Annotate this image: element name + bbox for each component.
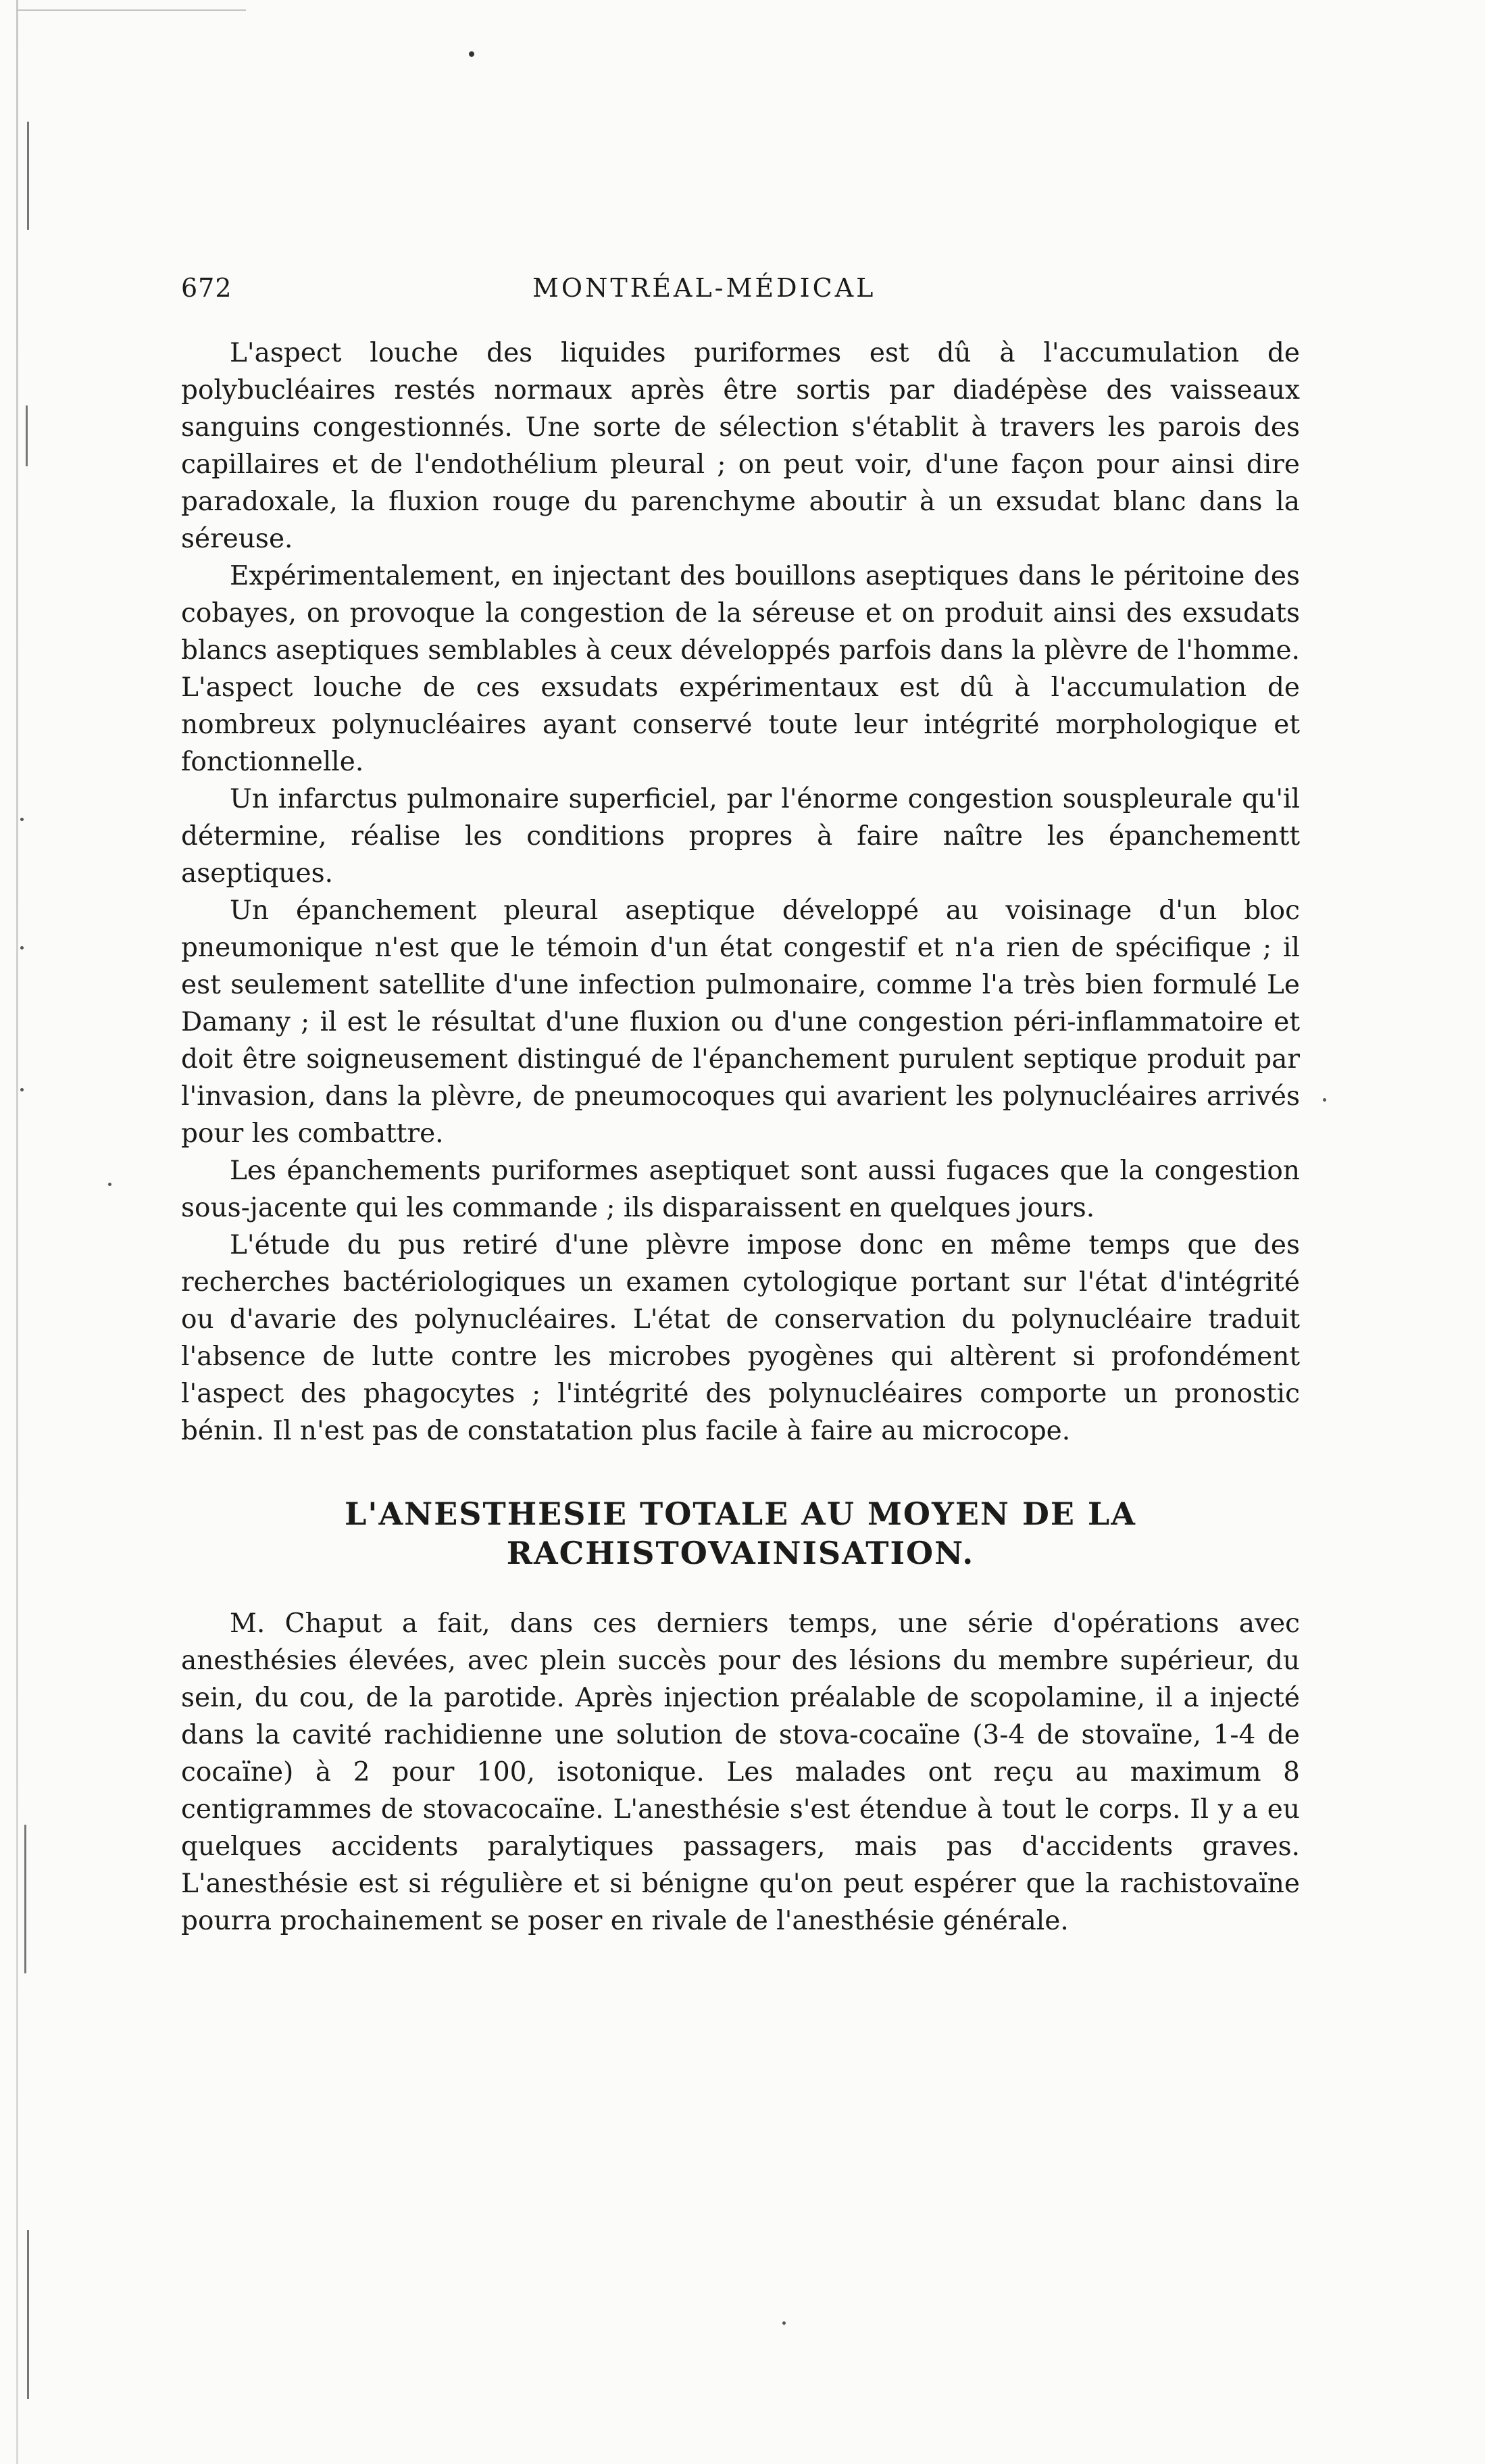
paragraph: Un épanchement pleural aseptique développé au voisinage d'un bloc pneumonique n'est que le témoin d'un état congestif et n'a rien de spécifique ; il est seulement satellite d'une infection pulmonaire, comme l'a très bien formulé Le Damany ; il est le résultat d'une fluxion ou d'une congestion péri-inflammatoire et doit être soigneusement distingué de l'épanchement purulent septique produit par l'invasion, dans la plèvre, de pneumocoques qui avarient les polynucléaires arrivés pour les combattre. bbox=[181, 895, 1300, 1149]
journal-title: MONTRÉAL-MÉDICAL bbox=[532, 273, 876, 303]
paragraph: L'aspect louche des liquides puriformes est dû à l'accumulation de polybucléaires restés normaux après être sortis par diadépèse des vaisseaux sanguins congestionnés. Une sorte de sélection s'établit à travers les parois des capillaires et de l'endothélium pleural ; on peut voir, d'une façon pour ainsi dire paradoxale, la fluxion rouge du parenchyme aboutir à un exsudat blanc dans la séreuse. bbox=[181, 338, 1300, 554]
margin-dot bbox=[782, 2321, 786, 2325]
margin-tick bbox=[27, 122, 29, 230]
paragraph: M. Chaput a fait, dans ces derniers temps, une série d'opérations avec anesthésies élevées, avec plein succès pour des lésions du membre supérieur, du sein, du cou, de la parotide. Après injection préalable de scopolamine, il a injecté dans la cavité rachidienne une solution de stova-cocaïne (3-4 de stovaïne, 1-4 de cocaïne) à 2 pour 100, isotonique. Les malades ont reçu au maximum 8 centigrammes de stovacocaïne. L'anesthésie s'est étendue à tout le corps. Il y a eu quelques accidents paralytiques passagers, mais pas d'accidents graves. L'anesthésie est si régulière et si bénigne qu'on peut espérer que la rachistovaïne pourra prochainement se poser en rivale de l'anesthésie générale. bbox=[181, 1608, 1300, 1936]
ink-dot bbox=[469, 51, 474, 57]
page-edge-rule bbox=[16, 0, 18, 2464]
paragraph: Expérimentalement, en injectant des bouillons aseptiques dans le péritoine des cobayes, on provoque la congestion de la séreuse et on produit ainsi des exsudats blancs aseptiques semblables à ceux développés parfois dans la plèvre de l'homme. L'aspect louche de ces exsudats expérimentaux est dû à l'accumulation de nombreux polynucléaires ayant conservé toute leur intégrité morphologique et fonctionnelle. bbox=[181, 561, 1300, 777]
margin-tick bbox=[24, 1825, 26, 1973]
margin-dot bbox=[108, 1183, 111, 1186]
margin-dot bbox=[20, 1088, 24, 1091]
margin-dot bbox=[20, 818, 24, 821]
article-body bbox=[181, 335, 1300, 1940]
margin-dot bbox=[1323, 1098, 1326, 1102]
section-heading: L'ANESTHESIE TOTALE AU MOYEN DE LA RACHISTOVAINISATION. bbox=[345, 1496, 1136, 1571]
page-number: 672 bbox=[181, 273, 232, 303]
paragraph: Les épanchements puriformes aseptiquet sont aussi fugaces que la congestion sous-jacente qui les commande ; ils disparaissent en quelques jours. bbox=[181, 1156, 1300, 1223]
running-head bbox=[181, 273, 1312, 314]
paragraph: Un infarctus pulmonaire superficiel, par l'énorme congestion souspleurale qu'il détermine, réalise les conditions propres à faire naître les épanchementt aseptiques. bbox=[181, 784, 1300, 889]
paragraph: L'étude du pus retiré d'une plèvre impose donc en même temps que des recherches bactériologiques un examen cytologique portant sur l'état d'intégrité ou d'avarie des polynucléaires. L'état de conservation du polynucléaire traduit l'absence de lutte contre les microbes pyogènes qui altèrent si profondément l'aspect des phagocytes ; l'intégrité des polynucléaires comporte un pronostic bénin. Il n'est pas de constatation plus facile à faire au microcope. bbox=[181, 1230, 1300, 1446]
margin-tick bbox=[26, 405, 28, 466]
page-top-rule bbox=[16, 9, 246, 11]
margin-dot bbox=[20, 946, 24, 950]
margin-tick bbox=[27, 2230, 29, 2399]
